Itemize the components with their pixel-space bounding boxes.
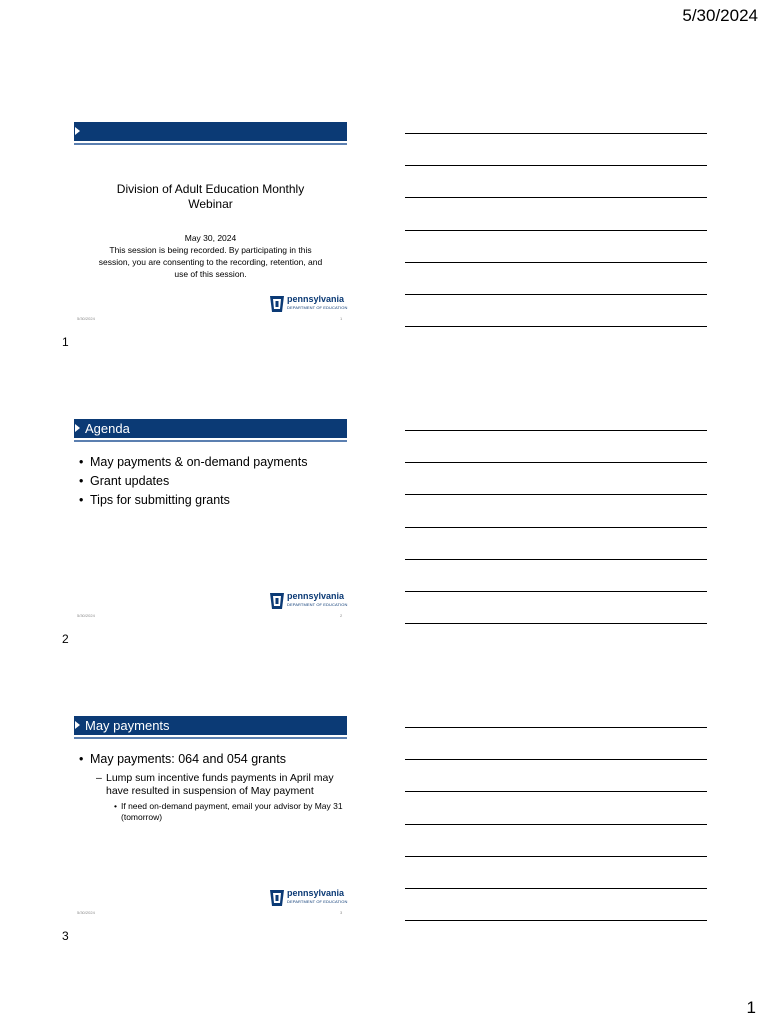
- note-line: [405, 230, 707, 231]
- note-line: [405, 727, 707, 728]
- slide-rule: [74, 737, 347, 739]
- note-line: [405, 165, 707, 166]
- slide-label: 2: [62, 632, 69, 646]
- note-line: [405, 759, 707, 760]
- slide-footer-number: 3: [340, 910, 343, 915]
- note-line: [405, 462, 707, 463]
- slide-footer-date: 5/30/2024: [77, 910, 95, 915]
- slide-title-bar: [74, 419, 347, 438]
- slide-1: [74, 122, 347, 327]
- sub-bullet-item: • If need on-demand payment, email your advisor by May 31 (tomorrow): [114, 801, 343, 823]
- slide-title-bar: [74, 716, 347, 735]
- slide-bar-title: Agenda: [85, 421, 130, 436]
- slide-bar-title: May payments: [85, 718, 170, 733]
- slide-label: 3: [62, 929, 69, 943]
- list-item: • May payments: 064 and 054 grants: [78, 750, 343, 769]
- note-line: [405, 527, 707, 528]
- pennsylvania-logo: [269, 591, 347, 611]
- list-item: • Grant updates: [78, 472, 343, 491]
- note-line: [405, 133, 707, 134]
- note-line: [405, 920, 707, 921]
- bar-arrow-icon: [75, 127, 80, 135]
- list-item: • May payments & on-demand payments: [78, 453, 343, 472]
- slide-rule: [74, 440, 347, 442]
- keystone-icon: [269, 889, 285, 907]
- keystone-icon: [269, 592, 285, 610]
- slide-rule: [74, 143, 347, 145]
- page-date: 5/30/2024: [682, 6, 758, 25]
- slide-footer-date: 5/30/2024: [77, 316, 95, 321]
- slide-subtitle: [94, 232, 327, 280]
- note-line: [405, 856, 707, 857]
- logo-name: pennsylvania: [287, 591, 345, 601]
- note-line: [405, 430, 707, 431]
- note-line: [405, 197, 707, 198]
- note-line: [405, 494, 707, 495]
- note-line: [405, 888, 707, 889]
- slide-3: [74, 716, 347, 921]
- sub-dash-item: – Lump sum incentive funds payments in April may have resulted in suspension of May payment: [98, 772, 343, 798]
- note-line: [405, 791, 707, 792]
- sub-items: [78, 769, 343, 823]
- pennsylvania-logo: [269, 294, 347, 314]
- bar-arrow-icon: [75, 721, 80, 729]
- slide-title-bar: [74, 122, 347, 141]
- note-line: [405, 294, 707, 295]
- keystone-icon: [269, 295, 285, 313]
- subtitle-body: This session is being recorded. By participating in this session, you are consenting to the recording, retention, and use of this session.: [98, 245, 323, 279]
- note-line: [405, 326, 707, 327]
- slide-label: 1: [62, 335, 69, 349]
- slide-footer-number: 2: [340, 613, 343, 618]
- agenda-list: [78, 453, 343, 510]
- note-line: [405, 623, 707, 624]
- slide-footer-number: 1: [340, 316, 343, 321]
- payments-list: [78, 750, 343, 769]
- logo-name: pennsylvania: [287, 294, 345, 304]
- logo-department: DEPARTMENT OF EDUCATION: [287, 602, 348, 607]
- logo-department: DEPARTMENT OF EDUCATION: [287, 305, 348, 310]
- subtitle-date: May 30, 2024: [184, 233, 237, 243]
- note-line: [405, 824, 707, 825]
- bar-arrow-icon: [75, 424, 80, 432]
- note-line: [405, 262, 707, 263]
- page-number: 1: [746, 998, 756, 1017]
- slide-footer-date: 5/30/2024: [77, 613, 95, 618]
- note-line: [405, 559, 707, 560]
- logo-department: DEPARTMENT OF EDUCATION: [287, 899, 348, 904]
- slide-title: Division of Adult Education Monthly Webinar: [116, 182, 305, 211]
- note-line: [405, 591, 707, 592]
- slide-2: [74, 419, 347, 624]
- logo-name: pennsylvania: [287, 888, 345, 898]
- pennsylvania-logo: [269, 888, 347, 908]
- list-item: • Tips for submitting grants: [78, 491, 343, 510]
